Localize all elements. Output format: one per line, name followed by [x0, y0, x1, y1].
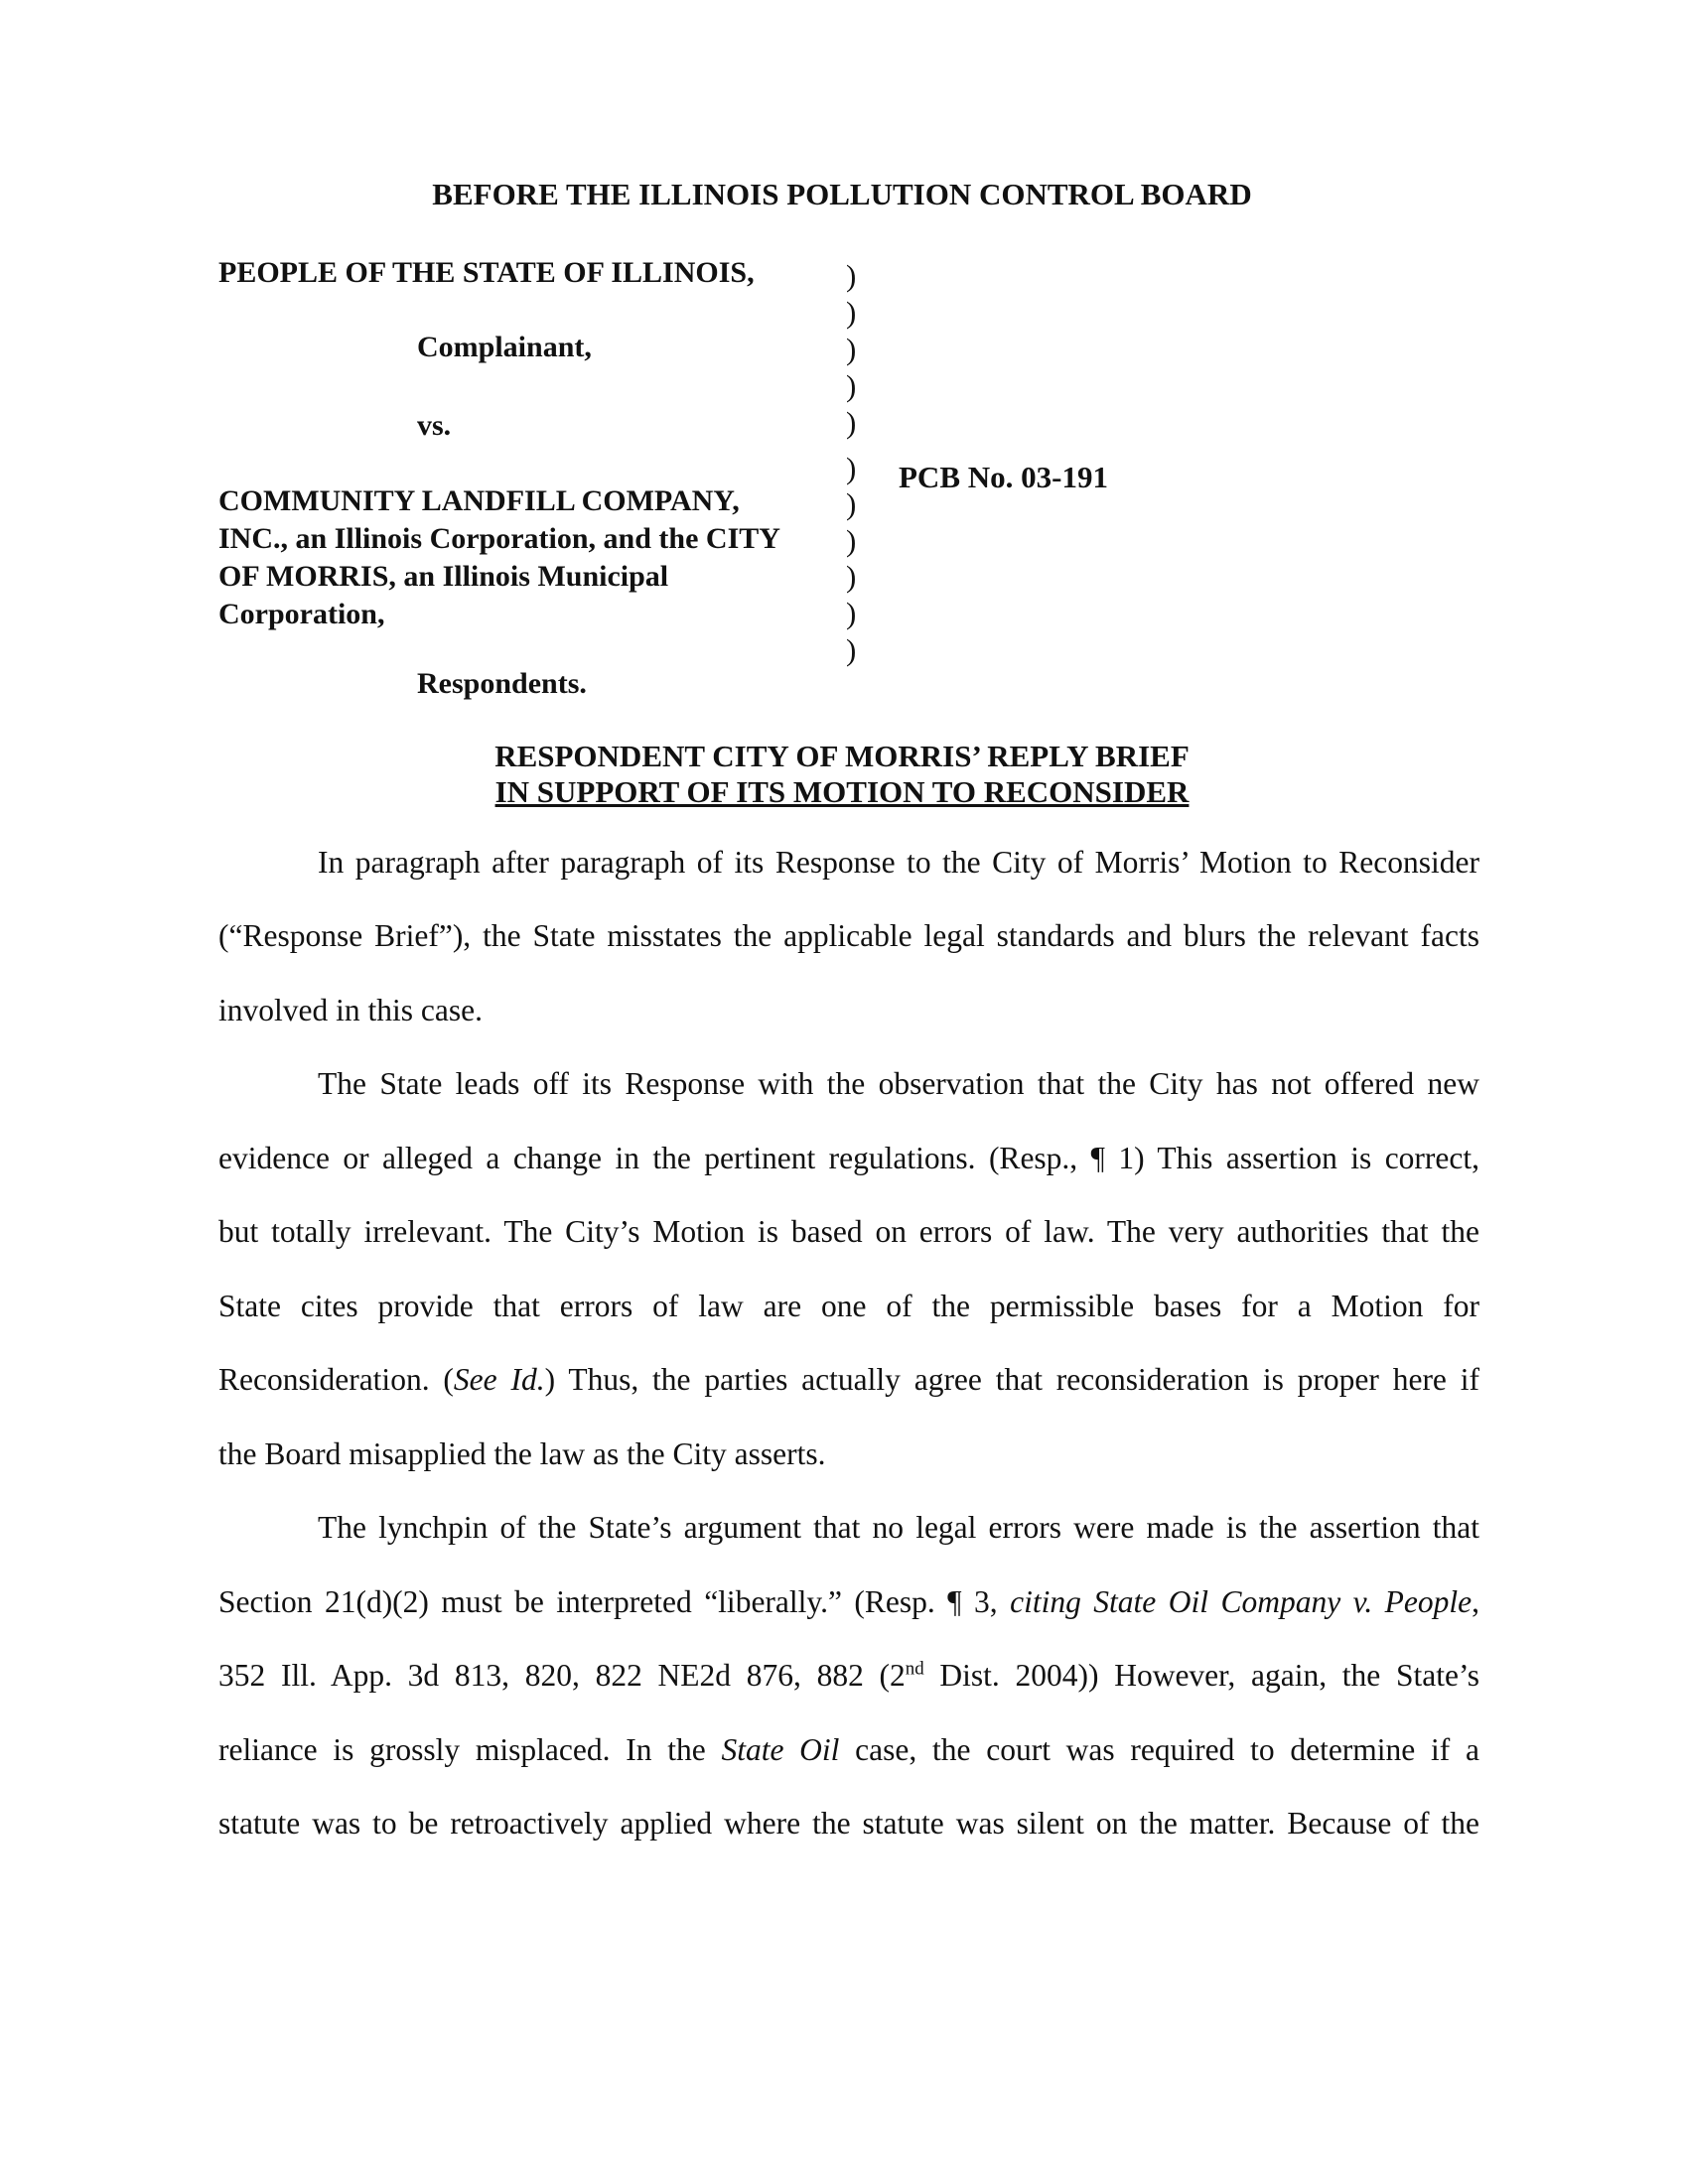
italic-citation: citing State Oil Company v. People	[1010, 1584, 1473, 1619]
caption-paren: )	[846, 559, 857, 594]
brief-title-line-1: RESPONDENT CITY OF MORRIS’ REPLY BRIEF	[494, 739, 1190, 773]
plaintiff-role: Complainant,	[417, 331, 592, 363]
body-line: State cites provide that errors of law are one of the permissible bases for a Motion for	[218, 1289, 1479, 1323]
body-line: The lynchpin of the State’s argument that no legal errors were made is the assertion that	[318, 1510, 1479, 1545]
caption-paren: )	[846, 258, 857, 293]
versus-label: vs.	[417, 409, 452, 442]
text-run: Dist. 2004)) However, again, the State’s	[923, 1658, 1479, 1693]
caption-paren: )	[846, 596, 857, 630]
text-run: ) Thus, the parties actually agree that reconsideration is proper here if	[544, 1362, 1479, 1397]
caption-paren: )	[846, 451, 857, 485]
case-number: PCB No. 03-191	[899, 460, 1108, 494]
text-run: reliance is grossly misplaced. In the	[218, 1732, 722, 1767]
body-line: The State leads off its Response with the observation that the City has not offered new	[318, 1066, 1479, 1101]
text-run: ,	[1472, 1584, 1479, 1619]
body-line: evidence or alleged a change in the pertinent regulations. (Resp., ¶ 1) This assertion is correct,	[218, 1141, 1479, 1175]
body-line	[218, 1584, 1479, 1620]
body-line: (“Response Brief”), the State misstates the applicable legal standards and blurs the relevant facts	[218, 918, 1479, 953]
italic-citation: See Id.	[453, 1362, 545, 1397]
caption-paren: )	[846, 405, 857, 440]
caption-paren: )	[846, 295, 857, 330]
defendant-line-2: INC., an Illinois Corporation, and the CITY	[218, 522, 780, 555]
body-line: the Board misapplied the law as the City asserts.	[218, 1436, 826, 1471]
caption-paren: )	[846, 523, 857, 558]
body-line: involved in this case.	[218, 993, 483, 1027]
caption-paren: )	[846, 486, 857, 521]
caption-paren: )	[846, 632, 857, 667]
body-line	[218, 1732, 1479, 1768]
body-line	[218, 1658, 1479, 1694]
text-run: Section 21(d)(2) must be interpreted “liberally.” (Resp. ¶ 3,	[218, 1584, 1011, 1619]
text-run: Reconsideration. (	[218, 1362, 454, 1397]
italic-case-name: State Oil	[721, 1732, 840, 1767]
text-run: case, the court was required to determine if a	[839, 1732, 1479, 1767]
body-line: In paragraph after paragraph of its Response to the City of Morris’ Motion to Reconsider	[318, 845, 1479, 880]
body-line: but totally irrelevant. The City’s Motion is based on errors of law. The very authorities that the	[218, 1214, 1479, 1249]
brief-title-line-2-text: IN SUPPORT OF ITS MOTION TO RECONSIDER	[494, 774, 1190, 809]
defendant-line-3: OF MORRIS, an Illinois Municipal	[218, 560, 669, 593]
brief-title-line-2	[0, 774, 1684, 810]
court-heading: BEFORE THE ILLINOIS POLLUTION CONTROL BOARD	[432, 177, 1252, 211]
defendant-line-4: Corporation,	[218, 598, 385, 630]
caption-paren: )	[846, 368, 857, 403]
text-run: 352 Ill. App. 3d 813, 820, 822 NE2d 876, 882 (2	[218, 1658, 906, 1693]
caption-paren: )	[846, 332, 857, 366]
body-line	[218, 1362, 1479, 1398]
body-line: statute was to be retroactively applied where the statute was silent on the matter. Because of the	[218, 1806, 1479, 1841]
defendant-role: Respondents.	[417, 667, 587, 700]
plaintiff-name: PEOPLE OF THE STATE OF ILLINOIS,	[218, 256, 755, 289]
ordinal-superscript: nd	[905, 1658, 924, 1680]
defendant-line-1: COMMUNITY LANDFILL COMPANY,	[218, 484, 740, 517]
